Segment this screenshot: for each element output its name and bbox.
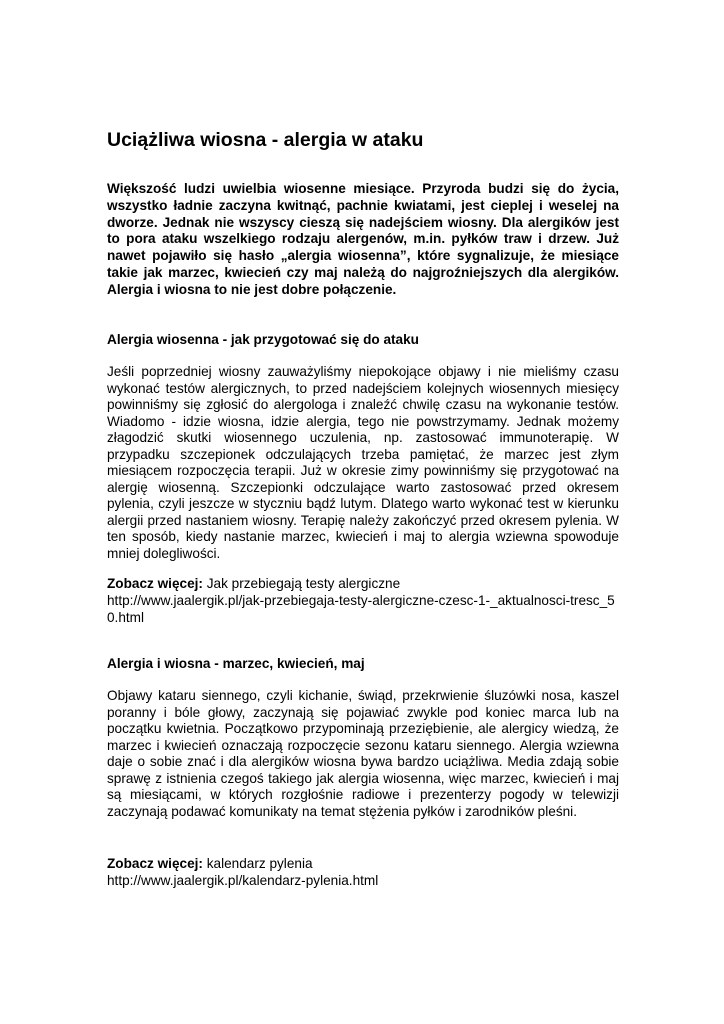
- see-more-url[interactable]: http://www.jaalergik.pl/jak-przebiegaja-testy-alergiczne-czesc-1-_aktualnosci-tresc_50.html: [107, 592, 615, 625]
- see-more-label: Zobacz więcej:: [107, 576, 203, 591]
- document-title: Uciążliwa wiosna - alergia w ataku: [107, 129, 424, 151]
- intro-paragraph: Większość ludzi uwielbia wiosenne miesiące. Przyroda budzi się do życia, wszystko ładnie zaczyna kwitnąć, pachnie kwiatami, jest cieplej i weselej na dworze. Jednak nie wszyscy cieszą się nadejściem wiosny. Dla alergików jest to pora ataku wszelkiego rodzaju alergenów, m.in. pyłków traw i drzew. Już nawet pojawiło się hasło „alergia wiosenna”, które sygnalizuje, że miesiące takie jak marzec, kwiecień czy maj należą do najgroźniejszych dla alergików. Alergia i wiosna to nie jest dobre połączenie.: [107, 181, 619, 297]
- see-more-text: kalendarz pylenia: [202, 856, 313, 871]
- section-heading-months: Alergia i wiosna - marzec, kwiecień, maj: [107, 656, 365, 671]
- section-body-spring-allergy: Jeśli poprzedniej wiosny zauważyliśmy niepokojące objawy i nie mieliśmy czasu wykonać testów alergicznych, to przed nadejściem kolejnych wiosennych miesięcy powinniśmy się zgłosić do alergologa i znaleźć chwilę czasu na wykonanie testów. Wiadomo - idzie wiosna, idzie alergia, tego nie powstrzymamy. Jednak możemy złagodzić skutki wiosennego uczulenia, np. zastosować immunoterapię. W przypadku szczepionek odczulających trzeba pamiętać, że marzec jest złym miesiącem rozpoczęcia terapii. Już w okresie zimy powinniśmy się przygotować na alergię wiosenną. Szczepionki odczulające warto zastosować przed okresem pylenia, czyli jeszcze w styczniu bądź lutym. Dlatego warto wykonać test w kierunku alergii przed nastaniem wiosny. Terapię należy zakończyć przed okresem pylenia. W ten sposób, kiedy nastanie marzec, kwiecień i maj to alergia wziewna spowoduje mniej dolegliwości.: [107, 364, 619, 561]
- see-more-tests: [107, 576, 619, 626]
- see-more-url[interactable]: http://www.jaalergik.pl/kalendarz-pylenia.html: [107, 872, 379, 888]
- section-body-months: Objawy kataru siennego, czyli kichanie, świąd, przekrwienie śluzówki nosa, kaszel poranny i bóle głowy, zaczynają się pojawiać zwykle pod koniec marca lub na początku kwietnia. Początkowo przypominają przeziębienie, ale alergicy wiedzą, że marzec i kwiecień oznaczają rozpoczęcie sezonu kataru siennego. Alergia wziewna daje o sobie znać i dla alergików wiosna bywa bardzo uciążliwa. Media zdają sobie sprawę z istnienia czegoś takiego jak alergia wiosenna, więc marzec, kwiecień i maj są miesiącami, w których rozgłośnie radiowe i prezenterzy pogody w telewizji zaczynają podawać komunikaty na temat stężenia pyłków i zarodników pleśni.: [107, 688, 619, 819]
- see-more-text: Jak przebiegają testy alergiczne: [202, 576, 401, 591]
- see-more-calendar: [107, 856, 619, 890]
- see-more-label: Zobacz więcej:: [107, 856, 203, 871]
- section-heading-spring-allergy: Alergia wiosenna - jak przygotować się do ataku: [107, 332, 419, 347]
